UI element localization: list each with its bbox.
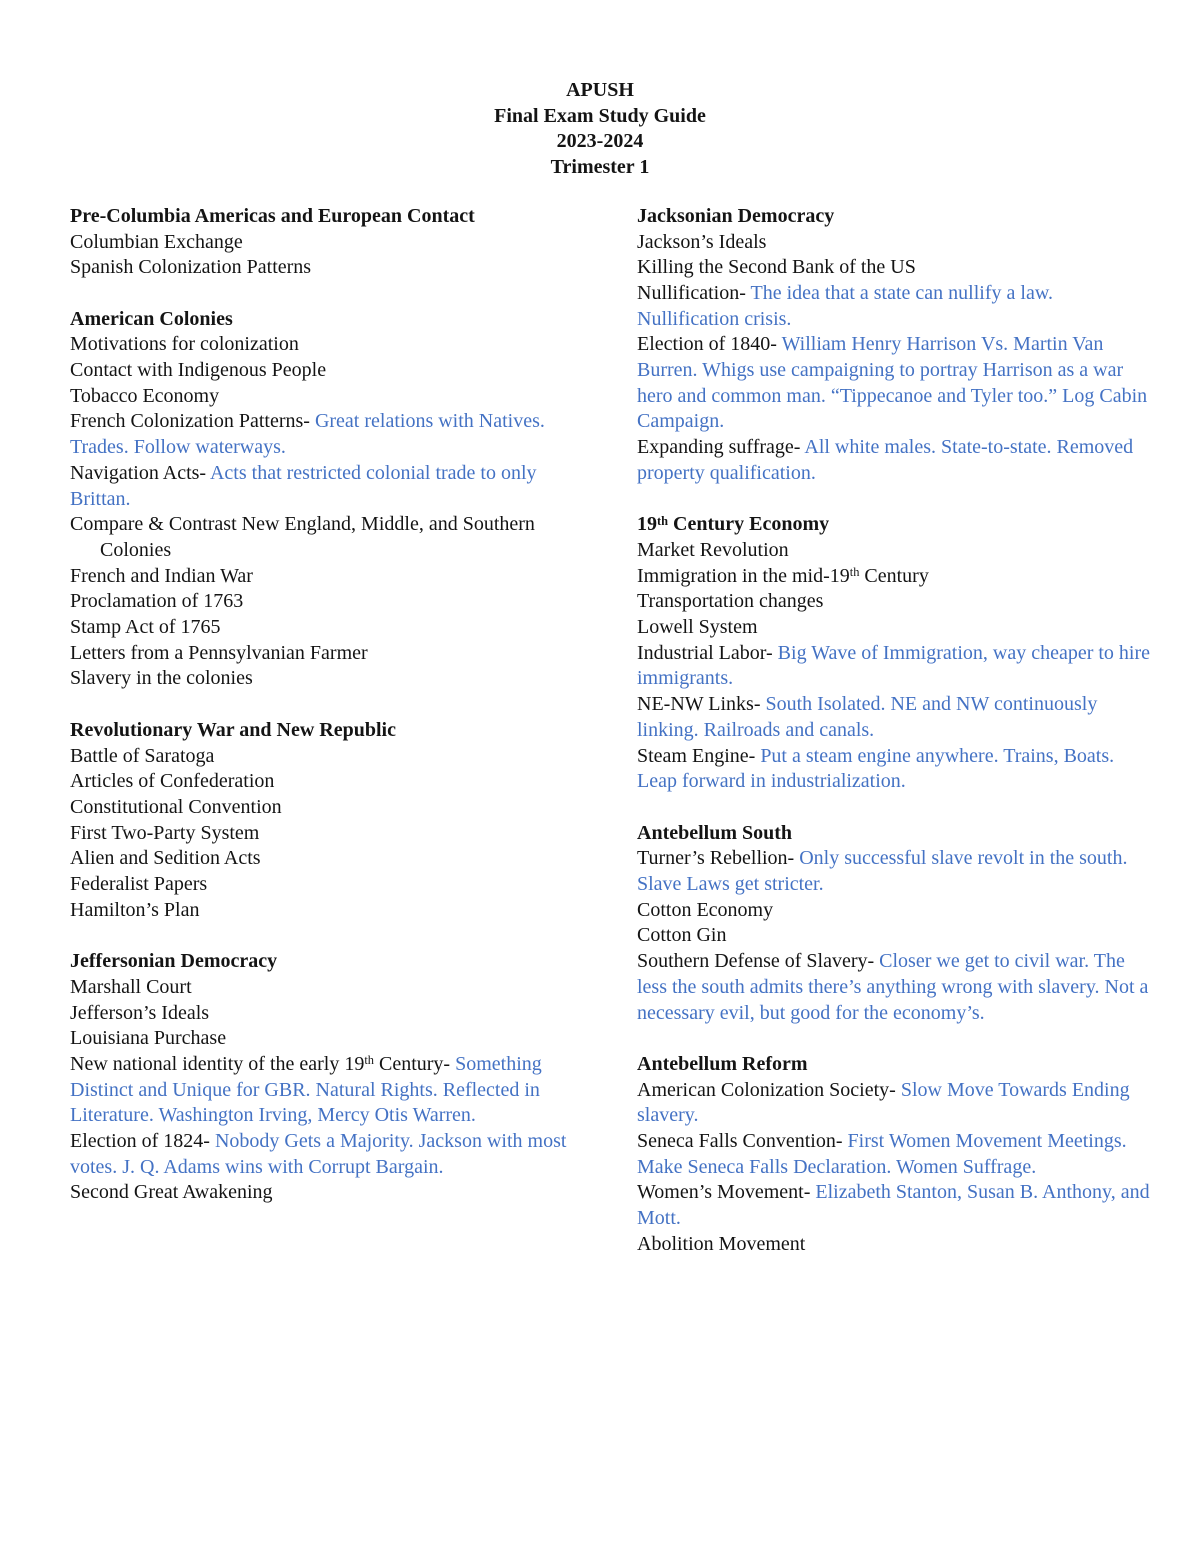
topic-text: Election of 1840-: [637, 333, 782, 356]
study-section: [637, 512, 1152, 795]
study-section: [70, 204, 585, 281]
study-item: [637, 538, 1152, 564]
study-section: [637, 204, 1152, 487]
study-item: [70, 975, 585, 1001]
definition-text: South Isolated. NE and NW continuously linking. Railroads and canals.: [637, 693, 1098, 741]
study-item: [637, 641, 1152, 692]
title-course: APUSH: [566, 79, 634, 101]
topic-text: Stamp Act of 1765: [70, 616, 221, 639]
study-item: [637, 692, 1152, 743]
definition-text: Something Distinct and Unique for GBR. Natural Rights. Reflected in Literature. Washington Irving, Mercy Otis Warren.: [70, 1052, 542, 1127]
study-item: [70, 898, 585, 924]
topic-text: Slavery in the colonies: [70, 667, 253, 690]
heading-text: Pre-Columbia Americas and European Contact: [70, 204, 475, 227]
study-section: [637, 1052, 1152, 1258]
title-school-year: 2023-2024: [556, 130, 644, 153]
topic-text: Turner’s Rebellion-: [637, 847, 800, 870]
study-item: [637, 949, 1152, 1026]
definition-text: Only successful slave revolt in the south. Slave Laws get stricter.: [637, 847, 1128, 896]
topic-text: Cotton Gin: [637, 924, 727, 947]
title-subtitle: Final Exam Study Guide: [494, 104, 706, 127]
column-right: [637, 204, 1152, 1258]
study-item: [637, 1129, 1152, 1180]
study-item: [637, 846, 1152, 897]
section-heading: [70, 718, 585, 744]
study-item: [70, 461, 585, 512]
topic-text: Alien and Sedition Acts: [70, 847, 261, 870]
study-item: [637, 1180, 1152, 1231]
definition-text: All white males. State-to-state. Removed property qualification.: [637, 436, 1134, 484]
definition-text: Nobody Gets a Majority. Jackson with most votes. J. Q. Adams wins with Corrupt Bargain.: [70, 1130, 567, 1178]
heading-text: Jeffersonian Democracy: [70, 950, 278, 973]
topic-text: Abolition Movement: [637, 1232, 806, 1255]
definition-text: Big Wave of Immigration, way cheaper to hire immigrants.: [637, 641, 1151, 690]
study-item: [637, 615, 1152, 641]
definition-text: Great relations with Natives. Trades. Follow waterways.: [70, 410, 545, 459]
topic-text: Navigation Acts-: [70, 461, 210, 484]
topic-text: New national identity of the early 19: [70, 1052, 365, 1075]
study-item: [637, 564, 1152, 590]
definition-text: Put a steam engine anywhere. Trains, Boats. Leap forward in industrialization.: [637, 744, 1115, 793]
section-heading: [637, 821, 1152, 847]
study-item: [637, 255, 1152, 281]
ordinal-superscript: th: [657, 513, 669, 528]
document-title-block: [0, 78, 1200, 181]
topic-text: Election of 1824-: [70, 1130, 215, 1153]
study-item: [70, 409, 585, 460]
topic-text: Market Revolution: [637, 538, 789, 561]
study-item: [70, 589, 585, 615]
study-item: [70, 821, 585, 847]
topic-text: Steam Engine-: [637, 744, 761, 767]
topic-text: Expanding suffrage-: [637, 436, 805, 459]
study-item: [70, 332, 585, 358]
section-heading: [637, 204, 1152, 230]
study-item: [70, 384, 585, 410]
topic-text: Second Great Awakening: [70, 1181, 273, 1204]
study-item: [70, 358, 585, 384]
topic-text: Immigration in the mid-19: [637, 564, 850, 587]
study-item: [637, 923, 1152, 949]
topic-text: French Colonization Patterns-: [70, 410, 315, 433]
study-item: [70, 769, 585, 795]
heading-text: Century Economy: [668, 513, 830, 536]
study-item: [637, 1078, 1152, 1129]
heading-text: Jacksonian Democracy: [637, 204, 835, 227]
topic-text: Jackson’s Ideals: [637, 230, 767, 253]
study-item: [70, 1001, 585, 1027]
topic-text: Compare & Contrast New England, Middle, and Southern Colonies: [70, 513, 535, 561]
topic-text: Lowell System: [637, 616, 758, 639]
topic-text: Killing the Second Bank of the US: [637, 256, 916, 279]
study-section: [70, 718, 585, 924]
topic-text: Articles of Confederation: [70, 770, 275, 793]
definition-text: The idea that a state can nullify a law. Nullification crisis.: [637, 281, 1053, 330]
study-item: [70, 795, 585, 821]
topic-text: American Colonization Society-: [637, 1078, 901, 1101]
study-item: [637, 332, 1152, 435]
topic-text: Century-: [374, 1052, 456, 1075]
ordinal-superscript: th: [364, 1053, 374, 1068]
study-item: [70, 1180, 585, 1206]
study-item: [70, 1026, 585, 1052]
topic-text: French and Indian War: [70, 564, 253, 587]
study-item: [70, 641, 585, 667]
topic-text: Proclamation of 1763: [70, 590, 244, 613]
section-heading: [70, 204, 585, 230]
heading-text: Antebellum Reform: [637, 1052, 808, 1075]
study-item: [70, 872, 585, 898]
title-trimester: Trimester 1: [550, 156, 650, 179]
definition-text: Acts that restricted colonial trade to only Brittan.: [70, 461, 537, 510]
topic-text: Spanish Colonization Patterns: [70, 256, 312, 279]
study-item: [637, 435, 1152, 486]
study-item: [70, 846, 585, 872]
topic-text: Women’s Movement-: [637, 1181, 816, 1204]
ordinal-superscript: th: [849, 565, 860, 580]
two-column-layout: [70, 204, 1152, 1258]
section-heading: [637, 512, 1152, 538]
study-item: [637, 281, 1152, 332]
topic-text: First Two-Party System: [70, 821, 260, 844]
topic-text: Columbian Exchange: [70, 230, 243, 253]
topic-text: Letters from a Pennsylvanian Farmer: [70, 641, 368, 664]
section-heading: [70, 949, 585, 975]
topic-text: Louisiana Purchase: [70, 1027, 227, 1050]
topic-text: Motivations for colonization: [70, 333, 299, 356]
topic-text: Southern Defense of Slavery-: [637, 950, 880, 973]
topic-text: Tobacco Economy: [70, 384, 220, 407]
definition-text: Slow Move Towards Ending slavery.: [637, 1078, 1130, 1127]
heading-text: Antebellum South: [637, 821, 793, 844]
study-item: [70, 666, 585, 692]
study-item: [70, 230, 585, 256]
study-item: [70, 1052, 585, 1129]
definition-text: First Women Movement Meetings. Make Seneca Falls Declaration. Women Suffrage.: [637, 1130, 1127, 1178]
section-heading: [70, 307, 585, 333]
section-heading: [637, 1052, 1152, 1078]
study-item: [637, 898, 1152, 924]
topic-text: Marshall Court: [70, 975, 192, 998]
topic-text: Seneca Falls Convention-: [637, 1130, 848, 1153]
heading-text: 19: [637, 513, 657, 536]
topic-text: Federalist Papers: [70, 873, 208, 896]
topic-text: Nullification-: [637, 281, 751, 304]
topic-text: Battle of Saratoga: [70, 744, 215, 767]
topic-text: Contact with Indigenous People: [70, 359, 327, 382]
study-item: [70, 512, 585, 563]
study-item: [70, 564, 585, 590]
topic-text: Industrial Labor-: [637, 641, 778, 664]
column-left: [70, 204, 585, 1206]
study-item: [70, 1129, 585, 1180]
topic-text: Century: [859, 564, 929, 587]
study-item: [70, 615, 585, 641]
topic-text: NE-NW Links-: [637, 693, 766, 716]
topic-text: Transportation changes: [637, 590, 824, 613]
heading-text: American Colonies: [70, 307, 233, 330]
study-item: [70, 255, 585, 281]
study-section: [70, 949, 585, 1206]
topic-text: Cotton Economy: [637, 898, 774, 921]
topic-text: Hamilton’s Plan: [70, 898, 200, 921]
study-section: [70, 307, 585, 693]
study-item: [637, 744, 1152, 795]
study-item: [637, 230, 1152, 256]
definition-text: Elizabeth Stanton, Susan B. Anthony, and Mott.: [637, 1181, 1150, 1230]
study-item: [637, 1232, 1152, 1258]
definition-text: Closer we get to civil war. The less the south admits there’s anything wrong with slavery. Not a necessary evil, but good for the economy’s.: [637, 950, 1149, 1024]
heading-text: Revolutionary War and New Republic: [70, 718, 396, 741]
definition-text: William Henry Harrison Vs. Martin Van Burren. Whigs use campaigning to portray Harrison as a war hero and common man. “Tippecanoe and Tyler too.” Log Cabin Campaign.: [637, 333, 1148, 433]
study-section: [637, 821, 1152, 1027]
study-item: [637, 589, 1152, 615]
study-item: [70, 744, 585, 770]
topic-text: Jefferson’s Ideals: [70, 1001, 210, 1024]
topic-text: Constitutional Convention: [70, 795, 282, 818]
